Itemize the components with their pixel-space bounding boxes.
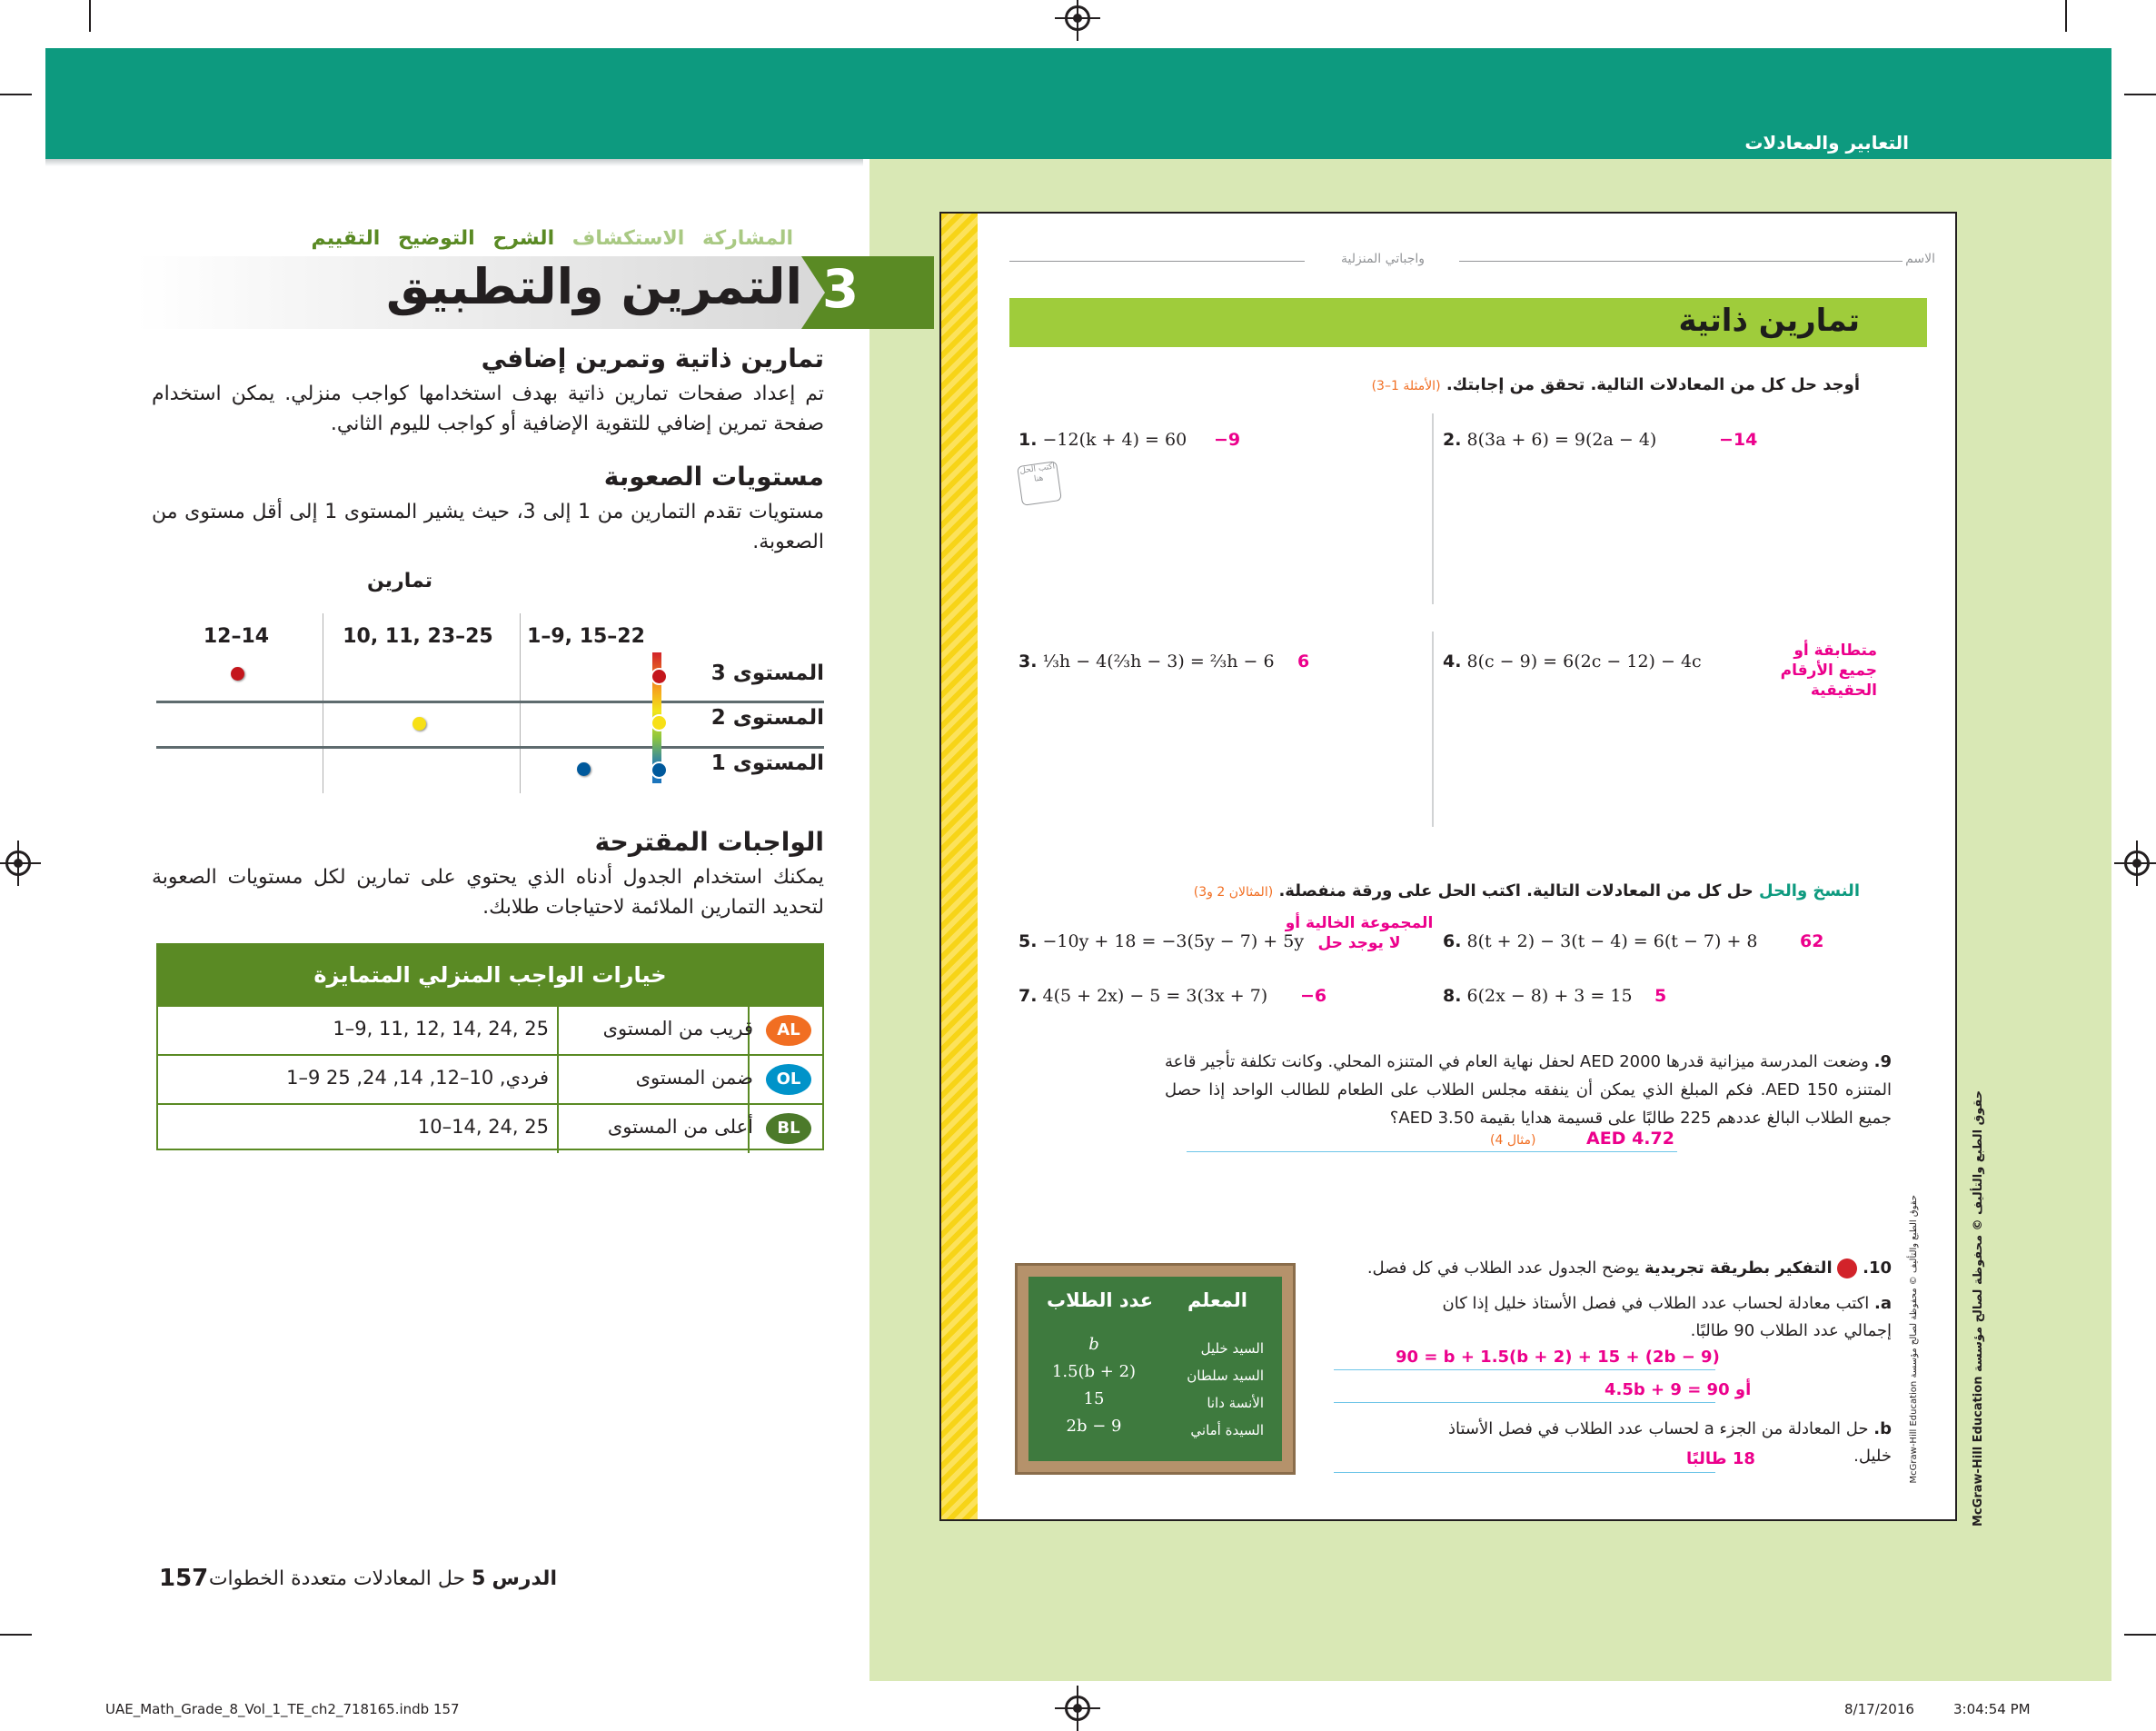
- worksheet-copyright: حقوق الطبع والتأليف © محفوظة لصالح مؤسسة McGraw-Hill Education: [1909, 1195, 1919, 1484]
- level-1-dot: [577, 762, 591, 776]
- level-1-label: المستوى 1: [710, 751, 824, 775]
- exercises-label: تمارين: [367, 570, 432, 592]
- answer-10b: 18 طالبًا: [1686, 1449, 1755, 1468]
- levels-body: مستويات تقدم التمارين من 1 إلى 3، حيث يشير المستوى 1 إلى أقل مستوى من الصعوبة.: [152, 501, 824, 553]
- problem-6: 6. 8(t + 2) − 3(t − 4) = 6(t − 7) + 8: [1443, 931, 1758, 951]
- row-values: 1–9 فردي, 10–12, 14, 24, 25: [286, 1067, 549, 1089]
- answer-10a-2: أو 90 = 4.5b + 9: [1605, 1380, 1752, 1399]
- lesson-title: حل المعادلات متعددة الخطوات: [208, 1567, 466, 1590]
- level-divider: [520, 613, 521, 793]
- level-3-dot: [231, 667, 244, 681]
- teacher-cell: السيد خليل: [1200, 1340, 1264, 1357]
- crop-mark: [2124, 1634, 2156, 1636]
- homework-label: واجباتي المنزلية: [1341, 252, 1426, 266]
- row-label: قريب من المستوى: [602, 1018, 753, 1040]
- students-cell: 15: [1083, 1389, 1105, 1408]
- answer-3: 6: [1297, 652, 1310, 672]
- lesson-word: الدرس: [492, 1567, 557, 1590]
- table-row: [158, 1054, 822, 1104]
- stage-engage: المشاركة: [702, 227, 793, 250]
- slug-time: 3:04:54 PM: [1953, 1701, 2031, 1717]
- answer-1: −9: [1214, 430, 1241, 450]
- answer-5: المجموعة الخالية أو لا يوجد حل: [1285, 914, 1434, 952]
- level-2-dot: [651, 714, 668, 731]
- level-column-1: 1–9, 15–22: [527, 625, 645, 648]
- crop-mark: [0, 94, 32, 95]
- ol-badge: OL: [766, 1064, 811, 1095]
- registration-mark-icon: [1065, 5, 1090, 31]
- level-2-label: المستوى 2: [710, 706, 824, 730]
- students-cell: b: [1088, 1335, 1099, 1354]
- answer-line: [1334, 1472, 1715, 1473]
- lesson-stages: [301, 227, 793, 250]
- answer-line: [1187, 1151, 1677, 1152]
- al-badge: AL: [766, 1015, 811, 1046]
- level-column-3: 12–14: [203, 625, 270, 648]
- row-values: 10–14, 24, 25: [417, 1116, 549, 1138]
- section-number: 3: [821, 258, 859, 320]
- problem-5: 5. −10y + 18 = −3(5y − 7) + 5y: [1018, 931, 1305, 951]
- section-title: التمرين والتطبيق: [385, 258, 802, 315]
- teacher-cell: السيدة أماني: [1190, 1422, 1264, 1438]
- name-line: [1459, 261, 1903, 262]
- problem-10b: b. حل المعادلة من الجزء a لحساب عدد الطلاب في فصل الأستاذ خليل.: [1448, 1419, 1892, 1466]
- slug-date: 8/17/2016: [1844, 1701, 1914, 1717]
- page-footer: [159, 1567, 557, 1590]
- name-label: الاسم: [1905, 252, 1935, 266]
- write-here-icon: اكتب الحل هنا: [1017, 461, 1062, 506]
- table-row: [158, 1103, 822, 1153]
- crop-mark: [2124, 94, 2156, 95]
- level-line: [156, 701, 824, 703]
- problem-2: 2. 8(3a + 6) = 9(2a − 4): [1443, 430, 1657, 450]
- teacher-cell: السيد سلطان: [1187, 1368, 1264, 1384]
- assignments-body: يمكنك استخدام الجدول أدناه الذي يحتوي على تمارين لكل مستويات الصعوبة لتحديد التمارين الملائمة لاحتياجات طلابك.: [152, 866, 824, 919]
- side-copyright: حقوق الطبع والتأليف © محفوظة لصالح مؤسسة McGraw-Hill Education: [1972, 1089, 1985, 1527]
- row-label: أعلى من المستوى: [607, 1116, 753, 1138]
- stage-explain: الشرح: [492, 227, 555, 250]
- problem-8: 8. 6(2x − 8) + 3 = 15: [1443, 986, 1633, 1006]
- level-3-dot: [651, 668, 668, 685]
- problem-10a: a. اكتب معادلة لحساب عدد الطلاب في فصل الأستاذ خليل إذا كان إجمالي عدد الطلاب 90 طالبًا.: [1442, 1294, 1892, 1340]
- students-cell: 1.5(b + 2): [1051, 1362, 1137, 1381]
- stage-elaborate: التوضيح: [398, 227, 475, 250]
- crop-mark: [2065, 0, 2067, 32]
- level-line: [156, 746, 824, 749]
- practice-body: تم إعداد صفحات تمارين ذاتية بهدف استخدامها كواجب منزلي. يمكن استخدام صفحة تمرين إضافي للتقوية الإضافية أو كواجب لليوم الثاني.: [152, 383, 824, 435]
- row-values: 1–9, 11, 12, 14, 24, 25: [333, 1018, 549, 1040]
- answer-6: 62: [1800, 931, 1824, 951]
- teacher-header: المعلم: [1187, 1289, 1247, 1311]
- row-label: ضمن المستوى: [635, 1067, 753, 1089]
- answer-10a-1: 90 = b + 1.5(b + 2) + 15 + (2b − 9): [1396, 1348, 1720, 1367]
- header-shadow: [45, 159, 863, 166]
- slug-file: UAE_Math_Grade_8_Vol_1_TE_ch2_718165.indb 157: [105, 1701, 460, 1717]
- bl-badge: BL: [766, 1113, 811, 1144]
- students-cell: 2b − 9: [1066, 1417, 1122, 1436]
- differentiated-homework-table: [156, 943, 824, 1150]
- problem-1: 1. −12(k + 4) = 60: [1018, 430, 1187, 450]
- problem-9-ref: (مثال 4): [1490, 1133, 1536, 1148]
- answer-2: −14: [1719, 430, 1758, 450]
- registration-mark-icon: [2124, 851, 2150, 876]
- students-chalkboard: [1015, 1263, 1296, 1475]
- registration-mark-icon: [5, 851, 31, 876]
- problem-3: 3. ⅓h − 4(⅔h − 3) = ⅔h − 6: [1018, 652, 1275, 672]
- answer-7: −6: [1300, 986, 1327, 1006]
- stage-explore: الاستكشاف: [571, 227, 685, 250]
- stage-evaluate: التقييم: [311, 227, 381, 250]
- name-field: [1905, 252, 1935, 266]
- column-divider: [1432, 632, 1434, 827]
- assignments-block: [152, 827, 824, 922]
- students-header: عدد الطلاب: [1047, 1289, 1154, 1311]
- answer-line: [1334, 1369, 1715, 1370]
- answer-line: [1334, 1402, 1715, 1403]
- homework-line: [1009, 261, 1305, 262]
- instruction-2: النسخ والحل حل كل من المعادلات التالية. اكتب الحل على ورقة منفصلة. (المثالان 2 و3): [1193, 881, 1860, 900]
- page-number: 157: [159, 1565, 209, 1592]
- assignments-heading: الواجبات المقترحة: [594, 827, 824, 857]
- chapter-title: التعابير والمعادلات: [1744, 132, 1909, 154]
- problem-9: 9. وضعت المدرسة ميزانية قدرها AED 2000 لحفل نهاية العام في المتنزه المحلي. وكانت تكلفة تأجير قاعة المتنزه AED 150. فكم المبلغ الذي يمكن أن ينفقه مجلس الطلاب على الطعام للطالب الواحد إذا حصل جميع الطلاب البالغ عددهم 225 طالبًا على قسيمة هدايا بقيمة AED 3.50؟: [1165, 1052, 1892, 1128]
- level-2-dot: [412, 717, 426, 731]
- answer-8: 5: [1654, 986, 1667, 1006]
- practice-heading: تمارين ذاتية وتمرين إضافي: [481, 343, 824, 373]
- instruction-1: أوجد حل كل من المعادلات التالية. تحقق من إجابتك. (الأمثلة 1–3): [1371, 375, 1860, 394]
- crop-mark: [0, 1634, 32, 1636]
- answer-9: AED 4.72: [1586, 1129, 1674, 1149]
- table-row: [158, 1005, 822, 1055]
- worksheet-title: تمارين ذاتية: [1678, 303, 1860, 339]
- levels-heading: مستويات الصعوبة: [603, 462, 824, 492]
- level-3-label: المستوى 3: [710, 662, 824, 685]
- worksheet-stripe: [941, 214, 978, 1519]
- levels-block: [152, 462, 824, 557]
- registration-mark-icon: [1065, 1696, 1090, 1721]
- problem-4: 4. 8(c − 9) = 6(2c − 12) − 4c: [1443, 652, 1702, 672]
- problem-7: 7. 4(5 + 2x) − 5 = 3(3x + 7): [1018, 986, 1268, 1006]
- lesson-number: 5: [472, 1567, 486, 1590]
- practice-block: [152, 343, 824, 439]
- problem-10: 10. التفكير بطريقة تجريدية يوضح الجدول عدد الطلاب في كل فصل.: [1366, 1258, 1892, 1278]
- column-divider: [1432, 413, 1434, 604]
- crop-mark: [89, 0, 91, 32]
- math-practice-icon: [1837, 1258, 1857, 1278]
- level-1-dot: [651, 761, 668, 779]
- table-title: خيارات الواجب المنزلي المتمايزة: [158, 945, 822, 1005]
- teacher-cell: الأنسة دانا: [1207, 1395, 1264, 1411]
- answer-4: متطابقة أو جميع الأرقام الحقيقية: [1780, 642, 1877, 700]
- level-column-2: 10, 11, 23–25: [343, 625, 493, 648]
